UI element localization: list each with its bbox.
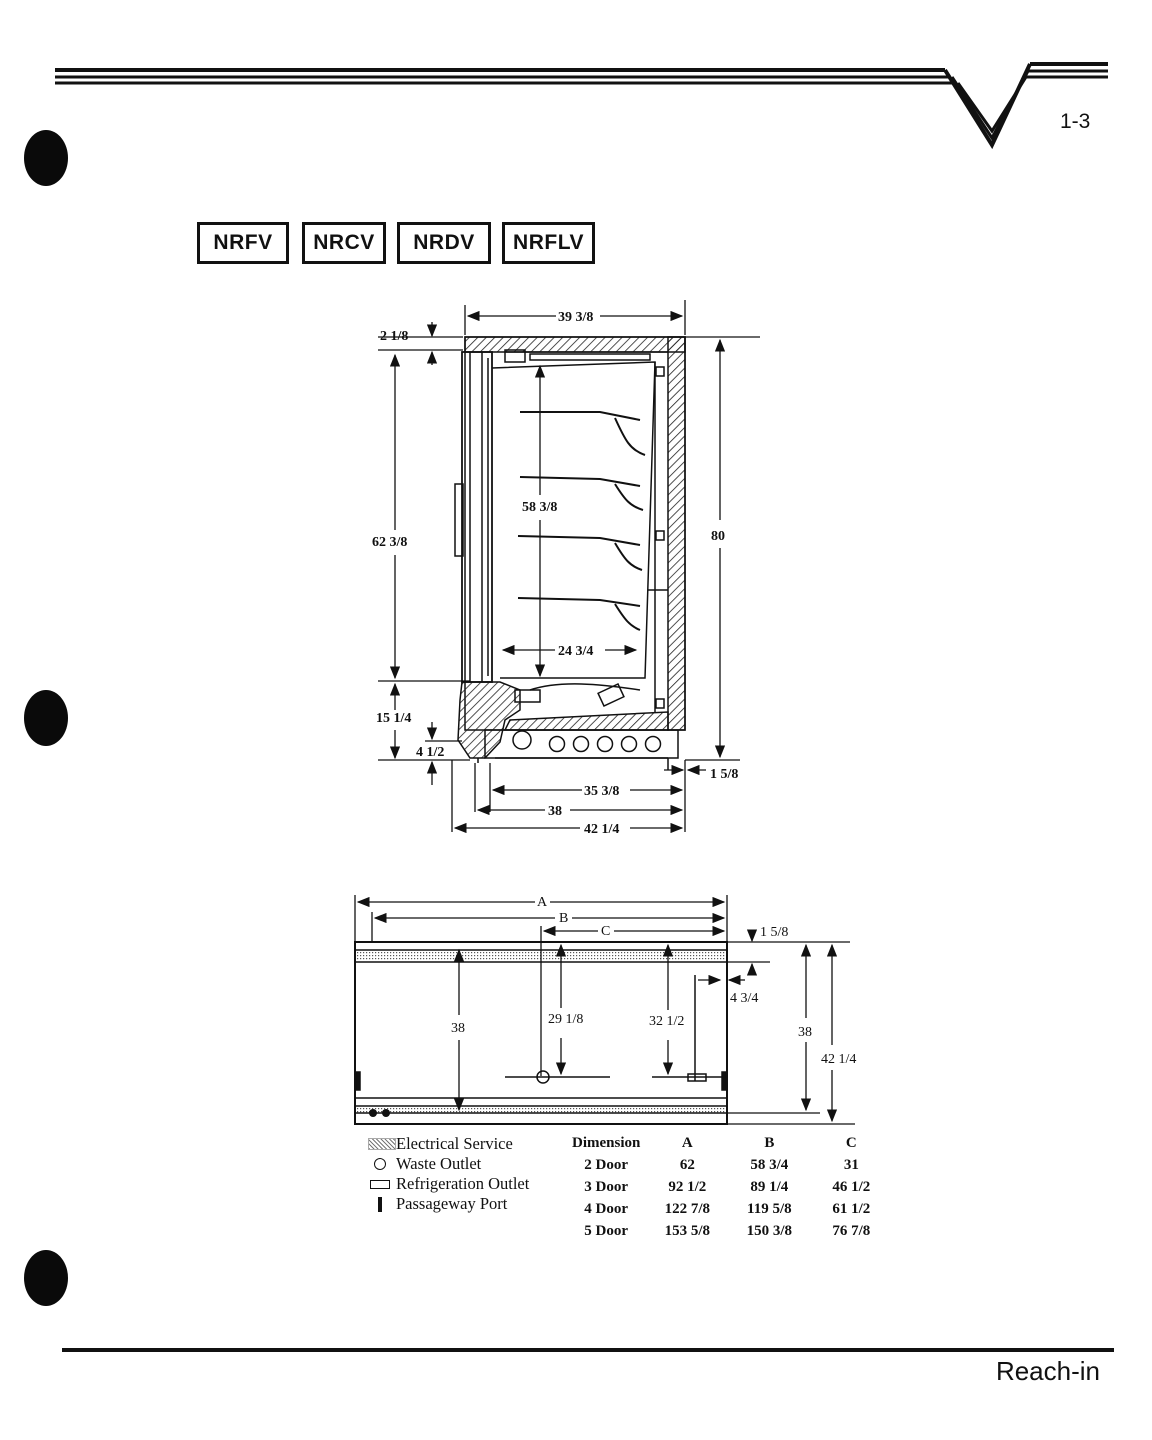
table-header: Dimension	[572, 1134, 641, 1151]
dim-depth-1: 35 3/8	[584, 784, 620, 799]
legend-passageway: Passageway Port	[368, 1194, 529, 1214]
electrical-service-icon	[368, 1138, 396, 1150]
binder-hole-icon	[24, 1250, 68, 1306]
dim-rear-offset: 1 5/8	[710, 767, 739, 782]
table-header: B	[764, 1134, 775, 1151]
dim-depth-2: 38	[548, 804, 562, 819]
dim-door-height: 62 3/8	[372, 535, 408, 550]
table-row: 2 Door 62 58 3/4 31	[584, 1156, 859, 1173]
model-label: NRFLV	[502, 222, 595, 264]
refrigeration-outlet-icon	[370, 1180, 390, 1189]
dim-b: B	[559, 911, 569, 926]
table-header-row	[566, 1132, 892, 1154]
dim-top-width: 39 3/8	[558, 310, 594, 325]
dim-top-offset: 1 5/8	[760, 925, 789, 940]
table-header: A	[681, 1134, 693, 1151]
table-row: 3 Door 92 1/2 89 1/4 46 1/2	[584, 1178, 871, 1195]
legend-refrigeration: Refrigeration Outlet	[368, 1174, 529, 1194]
dim-depth-right: 38	[798, 1025, 812, 1040]
dim-toe-height: 4 1/2	[416, 745, 445, 760]
dim-a: A	[537, 895, 548, 910]
dim-waste-depth: 29 1/8	[548, 1012, 584, 1027]
page-number: 1-3	[1060, 110, 1091, 133]
passageway-port-icon	[378, 1197, 382, 1212]
dim-base-height: 15 1/4	[376, 711, 412, 726]
dim-depth-left: 38	[451, 1021, 465, 1036]
dim-interior-height: 58 3/8	[522, 500, 558, 515]
dim-c: C	[601, 924, 611, 939]
footer-rule	[62, 1348, 1114, 1352]
dim-overall-height: 80	[711, 529, 725, 544]
dimension-table	[566, 1132, 892, 1242]
table-header: C	[845, 1134, 857, 1151]
dim-refrig-depth: 32 1/2	[649, 1014, 685, 1029]
legend	[368, 1134, 529, 1214]
footer-title: Reach-in	[995, 1356, 1100, 1386]
legend-waste: Waste Outlet	[368, 1154, 529, 1174]
legend-electrical: Electrical Service	[368, 1134, 529, 1154]
model-label: NRDV	[397, 222, 491, 264]
model-label: NRFV	[197, 222, 289, 264]
model-label: NRCV	[302, 222, 386, 264]
dim-depth-overall: 42 1/4	[821, 1052, 857, 1067]
waste-outlet-icon	[374, 1158, 386, 1170]
table-row: 5 Door 153 5/8 150 3/8 76 7/8	[584, 1222, 871, 1239]
dim-side-offset: 4 3/4	[730, 991, 759, 1006]
dim-depth-3: 42 1/4	[584, 822, 620, 837]
dim-shelf-depth: 24 3/4	[558, 644, 594, 659]
plan-view-diagram	[0, 880, 1152, 1140]
table-row: 4 Door 122 7/8 119 5/8 61 1/2	[584, 1200, 871, 1217]
dim-top-gap: 2 1/8	[380, 329, 409, 344]
